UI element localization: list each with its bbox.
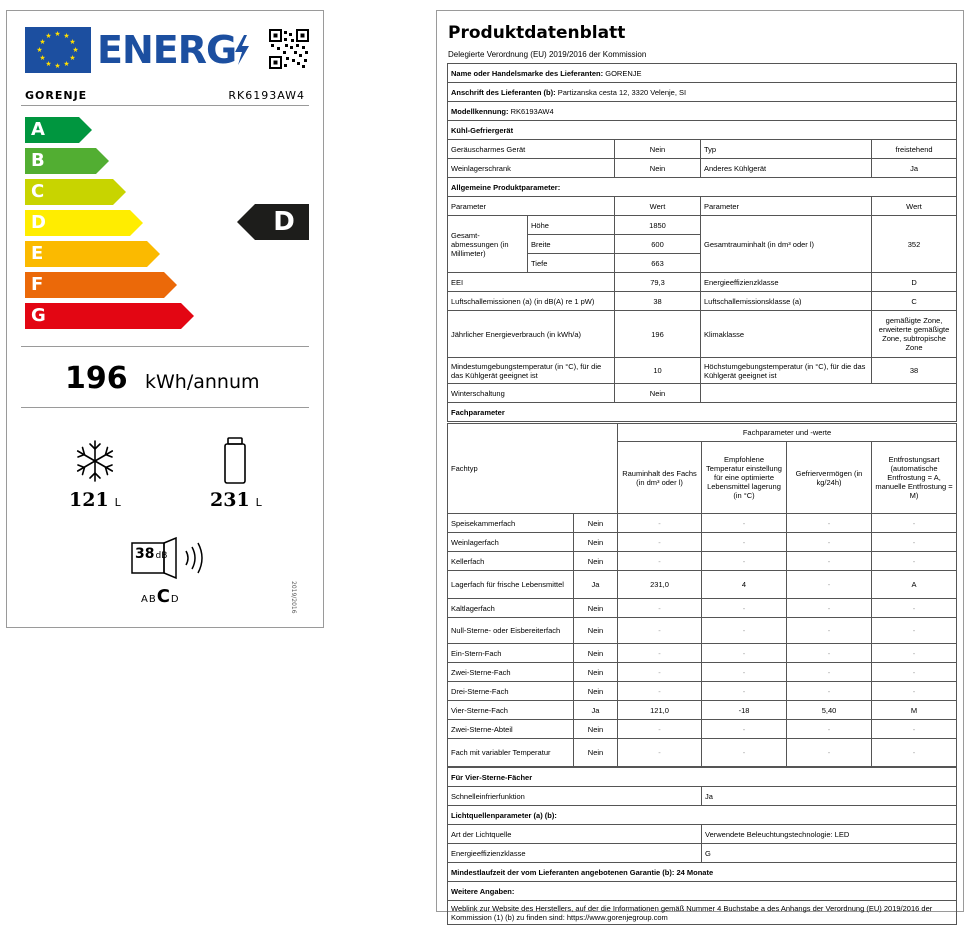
compartment-freeze: - [787,663,872,682]
column-header: Entfrostungsart (automatische Entfrostung = A, manuelle Entfrostung = M) [872,442,957,514]
compartment-present: Nein [574,599,618,618]
table-row [448,552,957,571]
energy-class-letter: D [31,212,46,233]
section-heading: Für Vier-Sterne-Fächer [448,768,957,787]
noise-emission-label: Luftschallemissionen (a) (in dB(A) re 1 pW) [448,292,615,311]
compartment-present: Nein [574,720,618,739]
compartment-volume: - [618,720,702,739]
supplier-value: GORENJE [605,68,642,78]
compartment-present: Nein [574,618,618,644]
divider [21,105,309,106]
compartment-temp: - [702,618,787,644]
compartment-present: Ja [574,701,618,720]
compartment-volume: - [618,739,702,767]
section-heading: Allgemeine Produktparameter: [448,178,957,197]
light-class-label: Energieeffizienzklasse [448,844,702,863]
volume-unit: L [114,496,121,509]
noise-unit: dB [155,551,168,561]
energy-class-letter: F [31,274,44,295]
compartment-defrost: - [872,663,957,682]
model-id: RK6193AW4 [228,89,305,102]
supplier-row [448,64,957,83]
table-row [448,720,957,739]
compartment-defrost: - [872,682,957,701]
width-value: 600 [615,235,701,254]
compartment-name: Weinlagerfach [448,533,574,552]
eei-value: 79,3 [615,273,701,292]
energy-consumption-unit: kWh/annum [145,371,260,393]
energy-class-letter: A [31,119,45,140]
compartment-defrost: - [872,739,957,767]
column-header: Gefriervermögen (in kg/24h) [787,442,872,514]
model-label: Modellkennung: [451,106,509,116]
compartment-name: Fach mit variabler Temperatur [448,739,574,767]
column-header: Rauminhalt des Fachs (in dm³ oder l) [618,442,702,514]
noise-class-value: C [156,586,171,607]
regulation-number: 2019/2016 [290,581,297,614]
compartment-freeze: - [787,533,872,552]
compartment-freeze: - [787,618,872,644]
noise-class-post: D [170,594,180,605]
depth-label: Tiefe [528,254,615,273]
noise-emission-value: 38 [615,292,701,311]
compartment-present: Ja [574,571,618,599]
energy-class-letter: E [31,243,44,264]
energy-wordmark: ENERG [97,28,237,72]
table-row [448,599,957,618]
section-heading: Weitere Angaben: [448,882,957,901]
fridge-icon [223,437,247,485]
compartment-defrost: - [872,720,957,739]
section-heading: Lichtquellenparameter (a) (b): [448,806,957,825]
table-row [448,663,957,682]
bolt-icon [233,35,251,65]
compartment-temp: - [702,599,787,618]
climate-class-value: gemäßigte Zone, erweiterte gemäßigte Zone, subtropische Zone [872,311,957,358]
compartment-temp: - [702,682,787,701]
wine-label: Weinlagerschrank [448,159,615,178]
column-header: Parameter [701,197,872,216]
snowflake-icon [73,439,117,483]
compartment-volume: - [618,644,702,663]
table-row [448,682,957,701]
energy-class-letter: G [31,305,46,326]
compartment-present: Nein [574,533,618,552]
compartment-name: Vier-Sterne-Fach [448,701,574,720]
compartment-defrost: - [872,552,957,571]
warranty-row: Mindestlaufzeit der vom Lieferanten angebotenen Garantie (b): 24 Monate [448,863,957,882]
energy-label [6,10,324,628]
column-header: Wert [872,197,957,216]
light-class-value: G [702,844,957,863]
compartment-name: Kellerfach [448,552,574,571]
column-header: Parameter [448,197,615,216]
compartment-volume: - [618,599,702,618]
table-row [448,701,957,720]
energy-class-letter: C [31,181,45,202]
compartment-temp: 4 [702,571,787,599]
compartment-temp: - [702,739,787,767]
page-title: Produktdatenblatt [448,23,626,43]
winter-value: Nein [615,384,701,403]
energy-class-letter: B [31,150,45,171]
compartment-defrost: - [872,514,957,533]
typ-value: freistehend [872,140,957,159]
compartment-temp: -18 [702,701,787,720]
compartment-name: Lagerfach für frische Lebensmittel [448,571,574,599]
compartment-name: Null-Sterne- oder Eisbereiterfach [448,618,574,644]
compartment-defrost: - [872,599,957,618]
fridge-volume-value: 231 [210,489,250,511]
volume-unit: L [255,496,262,509]
divider [21,346,309,347]
compartment-freeze: - [787,552,872,571]
compartment-defrost: - [872,618,957,644]
compartment-volume: - [618,552,702,571]
noise-value [135,546,167,562]
table-row [448,533,957,552]
table-row [448,644,957,663]
compartment-freeze: 5,40 [787,701,872,720]
light-type-label: Art der Lichtquelle [448,825,702,844]
compartment-freeze: - [787,599,872,618]
compartment-name: Kaltlagerfach [448,599,574,618]
manufacturer-weblink: Weblink zur Website des Herstellers, auf der die Informationen gemäß Nummer 4 Buchstabe a des Anhangs der Verordnung (EU) 2019/2016 der Kommission (1) (b) zu finden sind: https://www.gorenjegroup.com [448,901,957,925]
compartment-freeze: - [787,682,872,701]
compartment-freeze: - [787,571,872,599]
energy-consumption-value: 196 [65,361,128,396]
compartment-defrost: - [872,533,957,552]
annual-energy-value: 196 [615,311,701,358]
column-header: Empfohlene Temperatur einstellung für eine optimierte Lebensmittel lagerung (in °C) [702,442,787,514]
noise-class-cell: C [872,292,957,311]
compartment-name: Drei-Sterne-Fach [448,682,574,701]
noise-class-label: Luftschallemissionsklasse (a) [701,292,872,311]
section-heading: Fachparameter [448,403,957,422]
compartment-present: Nein [574,552,618,571]
table-row [448,571,957,599]
compartment-defrost: A [872,571,957,599]
compartment-volume: - [618,533,702,552]
fast-freeze-label: Schnelleinfrierfunktion [448,787,702,806]
annual-energy-label: Jährlicher Energieverbrauch (in kWh/a) [448,311,615,358]
compartment-temp: - [702,644,787,663]
compartment-name: Zwei-Sterne-Fach [448,663,574,682]
winter-label: Winterschaltung [448,384,615,403]
compartment-params-header: Fachparameter und -werte [618,424,957,442]
compartment-present: Nein [574,663,618,682]
compartment-present: Nein [574,644,618,663]
datasheet-table-top [447,63,957,422]
energy-class-indicator [237,204,309,240]
product-datasheet [436,10,964,922]
height-value: 1850 [615,216,701,235]
compartment-name: Zwei-Sterne-Abteil [448,720,574,739]
compartment-defrost: - [872,644,957,663]
fridge-volume [210,489,262,511]
table-row [448,618,957,644]
model-value: RK6193AW4 [510,106,554,116]
eu-flag-icon: ★ ★ ★ ★ ★ ★ ★ ★ ★ ★ ★ ★ [25,27,91,73]
total-volume-value: 352 [872,216,957,273]
compartment-temp: - [702,552,787,571]
quiet-value: Nein [615,140,701,159]
compartment-temp: - [702,720,787,739]
empty-cell [701,384,957,403]
compartment-volume: 121,0 [618,701,702,720]
compartment-temp: - [702,663,787,682]
fachtyp-header: Fachtyp [448,424,618,514]
max-temp-value: 38 [872,358,957,384]
sound-waves-icon [183,541,205,575]
compartment-volume: - [618,514,702,533]
compartment-freeze: - [787,720,872,739]
freezer-volume-value: 121 [69,489,109,511]
compartment-temp: - [702,514,787,533]
brand-name: GORENJE [25,89,88,102]
dimensions-label: Gesamt-abmessungen (in Millimeter) [448,216,528,273]
compartment-volume: - [618,682,702,701]
other-appliance-value: Ja [872,159,957,178]
address-value: Partizanska cesta 12, 3320 Velenje, SI [557,87,687,97]
noise-class-pre: AB [141,594,157,605]
address-label: Anschrift des Lieferanten (b): [451,87,556,97]
total-volume-label: Gesamtrauminhalt (in dm³ oder l) [701,216,872,273]
compartment-temp: - [702,533,787,552]
quiet-label: Geräuscharmes Gerät [448,140,615,159]
min-temp-label: Mindestumgebungstemperatur (in °C), für die das Kühlgerät geeignet ist [448,358,615,384]
datasheet-table-bottom [447,767,957,925]
energy-class-value: D [273,207,295,237]
compartment-table [447,423,957,767]
compartment-present: Nein [574,514,618,533]
compartment-freeze: - [787,739,872,767]
compartment-name: Ein-Stern-Fach [448,644,574,663]
compartment-present: Nein [574,739,618,767]
compartment-present: Nein [574,682,618,701]
column-header: Wert [615,197,701,216]
max-temp-label: Höchstumgebungstemperatur (in °C), für die das Kühlgerät geeignet ist [701,358,872,384]
qr-code-icon [269,29,309,69]
regulation-subtitle: Delegierte Verordnung (EU) 2019/2016 der Kommission [448,50,647,59]
compartment-freeze: - [787,514,872,533]
light-technology: Verwendete Beleuchtungstechnologie: LED [702,825,957,844]
eei-label: EEI [448,273,615,292]
model-row [448,102,957,121]
compartment-defrost: M [872,701,957,720]
height-label: Höhe [528,216,615,235]
width-label: Breite [528,235,615,254]
fast-freeze-value: Ja [702,787,957,806]
compartment-volume: - [618,663,702,682]
noise-class-scale [141,586,180,607]
compartment-volume: 231,0 [618,571,702,599]
compartment-volume: - [618,618,702,644]
table-row [448,739,957,767]
divider [21,407,309,408]
wine-value: Nein [615,159,701,178]
energy-class-label: Energieeffizienzklasse [701,273,872,292]
energy-class-cell: D [872,273,957,292]
other-appliance-label: Anderes Kühlgerät [701,159,872,178]
min-temp-value: 10 [615,358,701,384]
supplier-label: Name oder Handelsmarke des Lieferanten: [451,68,604,78]
table-row [448,514,957,533]
freezer-volume [69,489,121,511]
depth-value: 663 [615,254,701,273]
compartment-name: Speisekammerfach [448,514,574,533]
climate-class-label: Klimaklasse [701,311,872,358]
address-row [448,83,957,102]
typ-label: Typ [701,140,872,159]
noise-number: 38 [135,546,155,562]
section-heading: Kühl-Gefriergerät [448,121,957,140]
compartment-freeze: - [787,644,872,663]
